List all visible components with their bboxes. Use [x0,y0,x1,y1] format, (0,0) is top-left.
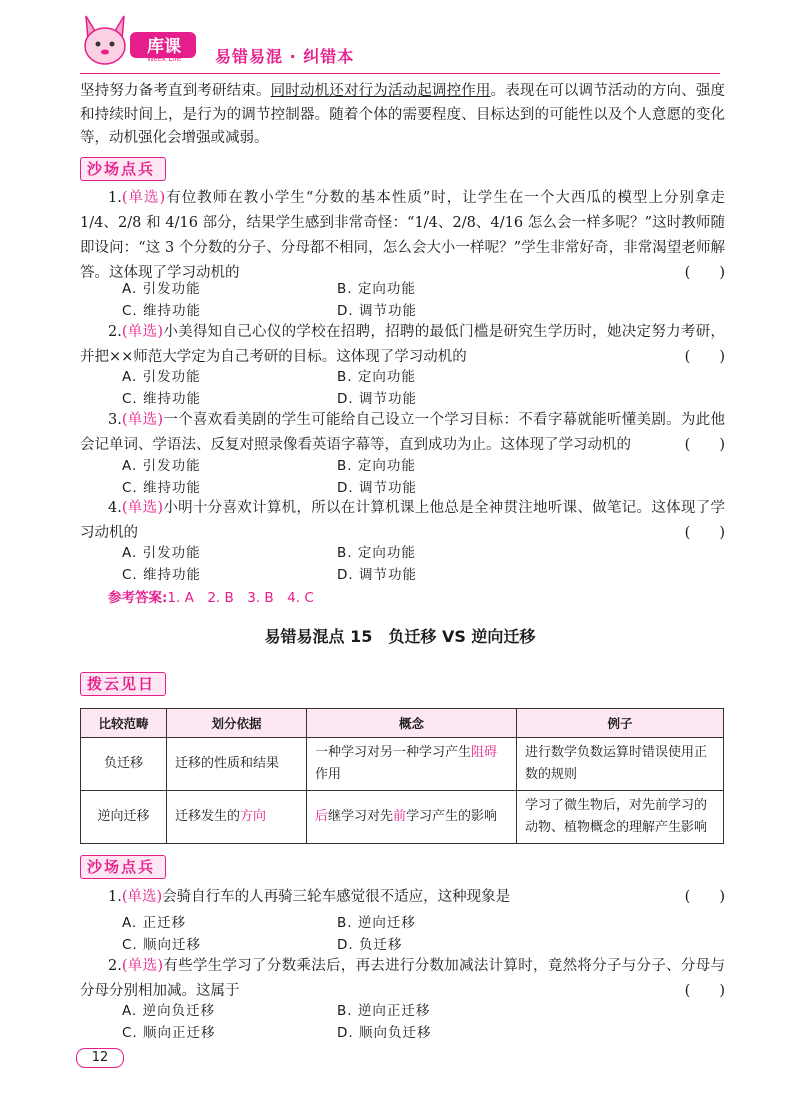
section-tag-clarify: 拨云见日 [80,672,166,696]
cell-highlight: 阻碍 [471,745,498,760]
answer-text: 1. A 2. B 3. B 4. C [167,590,314,606]
section-tag-practice-2: 沙场点兵 [80,855,166,879]
option-a: A. 正迁移 [122,915,187,931]
table-cell [307,738,517,791]
option-b: B. 逆向迁移 [337,915,416,931]
intro-text-1: 坚持努力备考直到考研结束。 [80,83,271,99]
question-text: 一个喜欢看美剧的学生可能给自己设立一个学习目标：不看字幕就能听懂美剧。为此他会记单词、学语法、反复对照录像看英语字幕等，直到成功为止。这体现了学习动机的 [80,412,725,453]
answer-label: 参考答案: [108,590,168,606]
answer-blank: ( ) [684,525,725,541]
question-number: 4. [108,500,122,516]
option-a: A. 引发功能 [122,369,201,385]
option-d: D. 调节功能 [337,391,417,407]
section-tag-practice-1: 沙场点兵 [80,157,166,181]
question-item [80,320,725,370]
question-type-badge: (单选) [121,500,164,516]
question-type-badge: (单选) [121,889,163,905]
question-item [80,186,725,286]
reference-answers [108,586,314,606]
question-number: 2. [108,324,122,340]
table-header-row [81,709,724,738]
question-number: 1. [108,889,122,905]
answer-blank: ( ) [684,437,725,453]
question-type-badge: (单选) [121,412,164,428]
option-a: A. 引发功能 [122,458,201,474]
comparison-table [80,708,724,844]
answer-blank: ( ) [684,983,725,999]
option-a: A. 引发功能 [122,281,201,297]
table-cell: 学习了微生物后，对先前学习的动物、植物概念的理解产生影响 [517,791,724,844]
section-heading: 易错易混点 15 负迁移 VS 逆向迁移 [264,627,536,646]
table-row [81,738,724,791]
option-d: D. 负迁移 [337,937,403,953]
table-cell: 进行数学负数运算时错误使用正数的规则 [517,738,724,791]
question-text: 小明十分喜欢计算机，所以在计算机课上他总是全神贯注地听课、做笔记。这体现了学习动机的 [80,500,725,541]
answer-blank: ( ) [684,889,725,905]
table-header: 概念 [307,709,517,738]
option-b: B. 定向功能 [337,458,416,474]
option-b: B. 定向功能 [337,369,416,385]
question-number: 1. [108,190,122,206]
question-type-badge: (单选) [121,190,166,206]
cell-highlight: 前 [393,809,407,824]
page-number: 12 [76,1048,124,1068]
cell-text: 学习产生的影响 [406,809,498,824]
question-number: 3. [108,412,122,428]
question-type-badge: (单选) [121,324,164,340]
question-text: 有位教师在教小学生“分数的基本性质”时，让学生在一个大西瓜的模型上分别拿走 1/4、2/8 和 4/16 部分，结果学生感到非常奇怪：“1/4、2/8、4/16 怎么会一样多呢？”这时教师随即设问：“这 3 个分数的分子、分母都不相同，怎么会大小一样呢？”学生非常好奇，非常渴望老师解答。这体现了学习动机的 [80,190,725,281]
option-d: D. 顺向负迁移 [337,1025,432,1041]
option-c: C. 维持功能 [122,480,202,496]
option-a: A. 引发功能 [122,545,201,561]
table-row [81,791,724,844]
option-d: D. 调节功能 [337,567,417,583]
option-c: C. 维持功能 [122,567,202,583]
table-header: 划分依据 [167,709,307,738]
table-cell: 迁移的性质和结果 [167,738,307,791]
table-header: 例子 [517,709,724,738]
intro-paragraph [80,80,725,151]
option-c: C. 维持功能 [122,303,202,319]
table-header: 比较范畴 [81,709,167,738]
option-c: C. 顺向正迁移 [122,1025,216,1041]
header-divider [80,73,720,74]
question-text: 会骑自行车的人再骑三轮车感觉很不适应，这种现象是 [162,889,511,905]
question-item [80,954,725,1004]
cell-highlight: 方向 [240,809,267,824]
answer-blank: ( ) [684,265,725,281]
intro-underlined: 同时动机还对行为活动起调控作用 [270,83,491,99]
page-header [0,0,800,78]
brand-logo-sub: Week Life [146,55,182,63]
cell-text: 继学习对先 [328,809,394,824]
question-number: 2. [108,958,122,974]
question-text: 有些学生学习了分数乘法后，再去进行分数加减法计算时，竟然将分子与分子、分母与分母分别相加减。这属于 [80,958,725,999]
table-cell: 负迁移 [81,738,167,791]
cell-text: 迁移发生的 [175,809,241,824]
brand-logo-text: 库课 [147,37,181,57]
question-text: 小美得知自己心仪的学校在招聘，招聘的最低门槛是研究生学历时，她决定努力考研，并把××师范大学定为自己考研的目标。这体现了学习动机的 [80,324,725,365]
cell-highlight: 后 [315,809,329,824]
question-item [80,408,725,458]
option-d: D. 调节功能 [337,303,417,319]
question-type-badge: (单选) [121,958,164,974]
question-item [80,496,725,546]
option-a: A. 逆向负迁移 [122,1003,216,1019]
option-b: B. 定向功能 [337,281,416,297]
option-c: C. 顺向迁移 [122,937,202,953]
table-cell [167,791,307,844]
option-d: D. 调节功能 [337,480,417,496]
option-c: C. 维持功能 [122,391,202,407]
cell-text: 作用 [315,767,342,782]
table-cell [307,791,517,844]
option-b: B. 逆向正迁移 [337,1003,431,1019]
question-item [80,885,725,910]
cell-text: 一种学习对另一种学习产生 [315,745,472,760]
answer-blank: ( ) [684,349,725,365]
table-cell: 逆向迁移 [81,791,167,844]
option-b: B. 定向功能 [337,545,416,561]
intro-text-2: 。表现在可以调节活动的方向、强度和持续时间上，是行为的调节控制器。随着个体的需要程度、目标达到的可能性以及个人意愿的变化等，动机强化会增强或减弱。 [80,83,726,146]
header-title: 易错易混 · 纠错本 [215,47,355,66]
